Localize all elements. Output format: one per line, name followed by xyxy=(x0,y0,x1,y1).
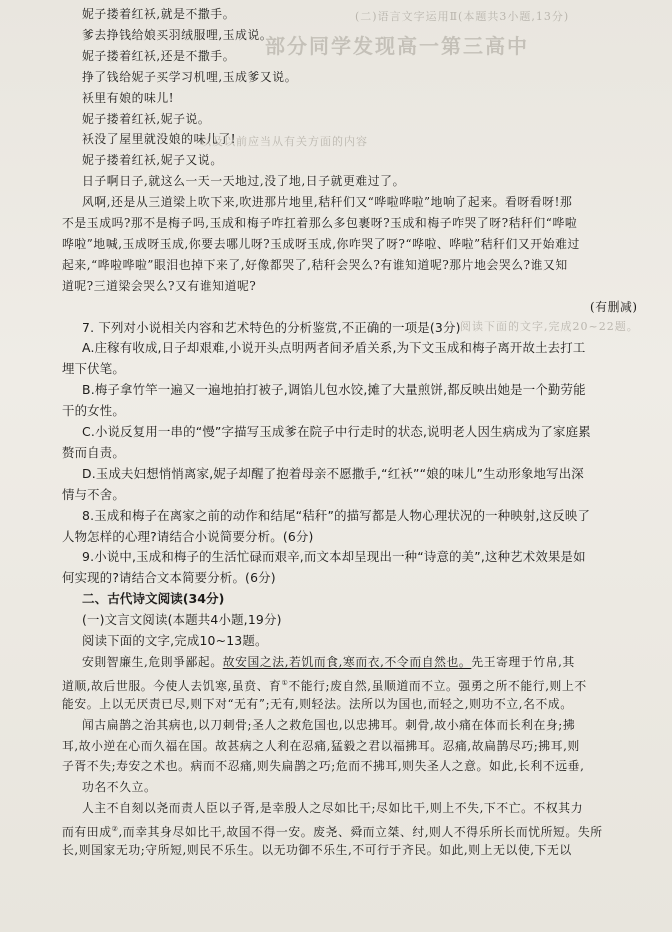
story-line: 妮子搂着红袄,妮子说。 xyxy=(82,111,211,126)
classical-line: 子胥不失;寿安之术也。病而不忍痛,则失扁鹊之巧;危而不拂耳,则失圣人之意。如此,长利不远垂, xyxy=(62,759,585,774)
bleed-through-text: 部分同学发现高一第三高中 xyxy=(265,34,529,58)
story-line: 爹去挣钱给娘买羽绒服哩,玉成说。 xyxy=(82,27,273,42)
option-c-cont: 赘而自责。 xyxy=(62,444,125,460)
classical-text: 安則智廉生,危則爭鄙起。 xyxy=(82,654,223,669)
classical-text: 道顺,故后世服。今使人去饥寒,虽贲、育 xyxy=(62,678,282,693)
classical-text: 先王寄理于竹帛,其 xyxy=(471,654,575,669)
option-d-cont: 情与不舍。 xyxy=(62,486,125,502)
classical-line: 长,则国家无功;守所短,则民不乐生。以无功御不乐生,不可行于齐民。如此,则上无以使,下无以 xyxy=(62,843,572,857)
underlined-sentence: 故安国之法,若饥而食,寒而衣,不令而自然也。 xyxy=(222,654,472,669)
footnote-mark: ① xyxy=(281,678,289,687)
question-9-cont: 何实现的?请结合文本简要分析。(6分) xyxy=(62,570,276,586)
story-line: 袄没了屋里就没娘的味儿了! xyxy=(82,132,237,147)
story-line: 妮子搂着红袄,还是不撒手。 xyxy=(82,48,236,63)
bleed-through-text: (二)语言文字运用Ⅱ(本题共3小题,13分) xyxy=(355,10,570,23)
option-b-cont: 干的女性。 xyxy=(62,403,125,419)
classical-line: 耳,故小逆在心而久福在国。故甚病之人利在忍痛,猛毅之君以福拂耳。忍痛,故扁鹊尽巧;拂耳,则 xyxy=(62,738,580,753)
classical-line xyxy=(62,675,587,694)
question-9: 9.小说中,玉成和梅子的生活忙碌而艰辛,而文本却呈现出一种“诗意的美”,这种艺术效果是如 xyxy=(82,549,586,565)
question-7-stem: 7. 下列对小说相关内容和艺术特色的分析鉴赏,不正确的一项是(3分) xyxy=(82,319,461,335)
story-line: 挣了钱给妮子买学习机哩,玉成爹又说。 xyxy=(82,69,298,84)
classical-text: ,而幸其身尽如比干,故国不得一安。废尧、舜而立桀、纣,则人不得乐所长而忧所短。失所 xyxy=(118,825,603,840)
option-b: B.梅子拿竹竿一遍又一遍地拍打被子,调馅儿包水饺,摊了大量煎饼,都反映出她是一个勤劳能 xyxy=(82,382,586,398)
source-note: (有删减) xyxy=(590,299,638,314)
story-line: 妮子搂着红袄,妮子又说。 xyxy=(82,153,223,168)
classical-text: 不能行;废自然,虽顺道而不立。强勇之所不能行,则上不 xyxy=(288,678,587,693)
classical-line: 能安。上以无厌责已尽,则下对“无有”;无有,则轻法。法所以为国也,而轻之,则功不立,名不成。 xyxy=(62,696,573,711)
classical-line: 闻古扁鹊之治其病也,以刀刺骨;圣人之救危国也,以忠拂耳。刺骨,故小痛在体而长利在身;拂 xyxy=(82,717,576,732)
story-paragraph-line: 起来,“哗啦哗啦”眼泪也掉下来了,好像都哭了,秸秆会哭么?有谁知道呢?那片地会哭么?谁又知 xyxy=(62,257,568,272)
question-8-cont: 人物怎样的心理?请结合小说简要分析。(6分) xyxy=(62,528,314,544)
story-line: 日子啊日子,就这么一天一天地过,没了地,日子就更难过了。 xyxy=(82,174,405,189)
option-a: A.庄稼有收成,日子却艰难,小说开头点明两者间矛盾关系,为下文玉成和梅子离开故土去打工 xyxy=(82,340,586,356)
option-a-cont: 埋下伏笔。 xyxy=(62,361,125,377)
classical-line: 人主不自刻以尧而责人臣以子胥,是幸殷人之尽如比干;尽如比干,则上不失,下不亡。不权其力 xyxy=(82,801,584,816)
classical-line xyxy=(82,654,575,670)
subsection-heading: (一)文言文阅读(本题共4小题,19分) xyxy=(82,612,282,628)
story-line: 袄里有娘的味儿! xyxy=(82,90,175,105)
bleed-through-text: 阅读下面的文字,完成20~22题。 xyxy=(460,320,639,333)
story-paragraph-line: 风啊,还是从三道梁上吹下来,吹进那片地里,秸秆们又“哗啦哗啦”地响了起来。看呀看呀!那 xyxy=(82,195,573,210)
classical-line xyxy=(62,821,603,840)
option-d: D.玉成夫妇想悄悄离家,妮子却醒了抱着母亲不愿撒手,“红袄”“娘的味儿”生动形象地写出深 xyxy=(82,465,584,481)
section-heading: 二、古代诗文阅读(34分) xyxy=(82,591,225,607)
bleed-through-text: 以及以前应当从有关方面的内容 xyxy=(200,135,368,148)
story-line: 妮子搂着红袄,就是不撒手。 xyxy=(82,7,236,21)
classical-text: 而有田成 xyxy=(62,825,112,840)
footnote-mark: ② xyxy=(111,825,119,834)
option-c: C.小说反复用一串的“慢”字描写玉成爹在院子中行走时的状态,说明老人因生病成为了家庭累 xyxy=(82,424,591,439)
story-paragraph-line: 哗啦”地喊,玉成呀玉成,你要去哪儿呀?玉成呀玉成,你咋哭了呀?“哗啦、哗啦”秸秆们又开始难过 xyxy=(62,236,580,251)
reading-instruction: 阅读下面的文字,完成10~13题。 xyxy=(82,633,268,648)
classical-line: 功名不久立。 xyxy=(82,780,157,795)
question-8: 8.玉成和梅子在离家之前的动作和结尾“秸秆”的描写都是人物心理状况的一种映射,这反映了 xyxy=(82,507,591,523)
story-paragraph-line: 不是玉成吗?那不是梅子吗,玉成和梅子咋扛着那么多包裹呀?玉成和梅子咋哭了呀?秸秆们“哗啦 xyxy=(62,216,578,230)
story-paragraph-line: 道呢?三道梁会哭么?又有谁知道呢? xyxy=(62,278,257,293)
